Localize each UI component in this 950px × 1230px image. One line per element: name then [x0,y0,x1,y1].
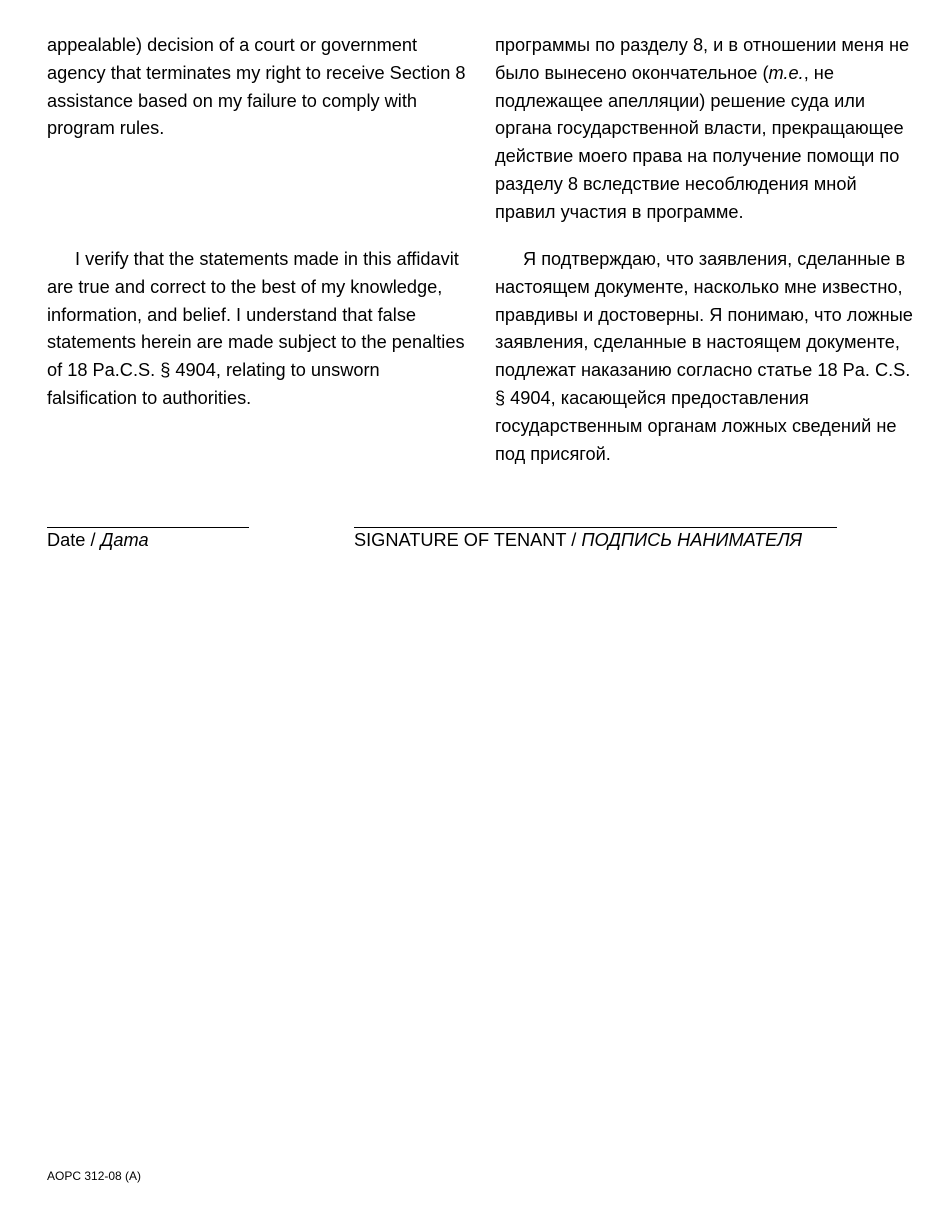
text-line: органа государственной власти, прекращающее [495,118,904,139]
text-line: information, and belief. I understand that false [47,304,417,325]
text-line: заявления, сделанные в настоящем документе, [495,332,900,353]
text-line: подлежат наказанию согласно статье 18 Pa. C.S. [495,360,911,381]
russian-paragraph-verification [495,246,935,468]
text-line: правил участия в программе. [495,201,744,222]
text-line: are true and correct to the best of my knowledge, [47,276,443,297]
text-line: statements herein are made subject to the penalties [47,332,465,353]
text-line: подлежащее апелляции) решение суда или [495,90,866,111]
signature-label-ru: ПОДПИСЬ НАНИМАТЕЛЯ [581,530,803,550]
text-line [495,60,935,88]
signature-label-en: SIGNATURE OF TENANT / [354,530,582,550]
text-line: настоящем документе, насколько мне известно, [495,276,903,297]
text-segment: , не [803,62,834,83]
text-line: разделу 8 вследствие несоблюдения мной [495,173,857,194]
text-line: программы по разделу 8, и в отношении меня не [495,35,910,55]
date-label-ru: Дата [100,530,149,550]
english-paragraph-eligibility [47,32,487,143]
text-line: правдивы и достоверны. Я понимаю, что ложные [495,304,913,325]
text-line: § 4904, касающейся предоставления [495,387,809,408]
tenant-signature-line[interactable] [354,527,837,528]
date-label [47,529,149,551]
italic-abbreviation: т.е. [768,62,804,83]
date-label-en: Date / [47,530,101,550]
date-signature-line[interactable] [47,527,249,528]
text-line: Я подтверждаю, что заявления, сделанные в [523,249,906,269]
form-code-footer: AOPC 312-08 (A) [47,1169,142,1183]
text-line: assistance based on my failure to comply with [47,90,417,111]
text-line: of 18 Pa.C.S. § 4904, relating to unsworn [47,360,380,381]
text-line: agency that terminates my right to receive Section 8 [47,62,466,83]
text-line: program rules. [47,118,165,139]
tenant-signature-label [354,529,802,551]
english-paragraph-verification [47,246,487,413]
text-line: falsification to authorities. [47,387,252,408]
text-line: под присягой. [495,443,611,464]
text-line: действие моего права на получение помощи по [495,146,900,167]
text-line: государственным органам ложных сведений не [495,415,897,436]
text-line: appealable) decision of a court or government [47,35,418,55]
text-segment: было вынесено окончательное ( [495,62,769,83]
russian-paragraph-eligibility [495,32,935,227]
text-line: I verify that the statements made in this affidavit [75,249,459,269]
